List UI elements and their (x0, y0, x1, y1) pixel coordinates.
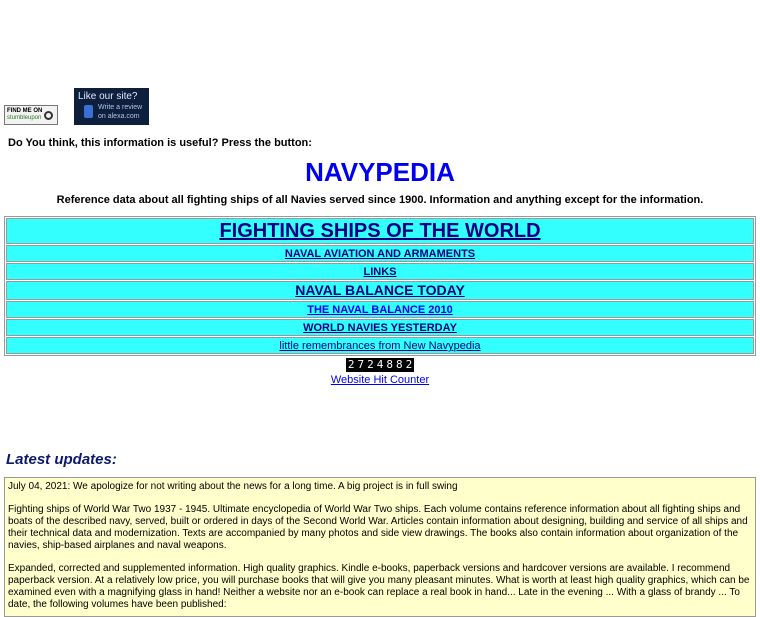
counter-digit: 2 (405, 358, 413, 371)
counter-digits (346, 358, 414, 372)
news-paragraph: Expanded, corrected and supplemented information. High quality graphics. Kindle e-books, paperback versions and hardcover versions are available. I recommend paperback version. At a relatively low price, you will purchase books that will give you many pleasant minutes. What is worth at least high quality graphics, which can be examined even with a magnifying glass in hand! Neither a website nor an e-book can replace a real book in hand... Late in the evening ... With a glass of brandy ... To date, the following volumes have been published: (8, 563, 750, 610)
menu-link-links[interactable]: LINKS (363, 266, 397, 278)
alexa-logo-icon (84, 105, 93, 118)
menu-link-balance-2010[interactable]: THE NAVAL BALANCE 2010 (307, 304, 453, 316)
stumbleupon-badge[interactable] (4, 105, 58, 125)
hit-counter (0, 355, 760, 386)
counter-digit: 2 (367, 358, 374, 371)
alexa-review-text: Write a review on alexa.com (98, 104, 143, 120)
badges (4, 88, 149, 125)
menu-link-fighting-ships[interactable]: FIGHTING SHIPS OF THE WORLD (219, 220, 541, 242)
latest-updates-heading: Latest updates: (6, 451, 117, 468)
stumble-line2: stumbleupon (7, 115, 42, 121)
counter-digit: 2 (347, 358, 355, 371)
site-title: NAVYPEDIA (305, 157, 455, 187)
news-box (4, 477, 756, 617)
menu-link-navies-yesterday[interactable]: WORLD NAVIES YESTERDAY (303, 322, 457, 334)
menu-link-remembrances[interactable]: little remembrances from New Navypedia (279, 340, 481, 352)
counter-digit: 8 (395, 358, 403, 371)
counter-digit: 8 (386, 358, 393, 371)
useful-question: Do You think, this information is useful? Press the button: (8, 137, 312, 149)
site-tagline: Reference data about all fighting ships of all Navies served since 1900. Information and anything except for the information. (56, 194, 704, 206)
counter-digit: 4 (376, 358, 384, 371)
menu-link-balance-today[interactable]: NAVAL BALANCE TODAY (295, 282, 465, 298)
magnifier-icon (44, 111, 53, 120)
alexa-review-badge[interactable] (74, 88, 149, 125)
main-menu (4, 216, 756, 356)
news-paragraph: July 04, 2021: We apologize for not writing about the news for a long time. A big project is in full swing (8, 481, 458, 492)
alexa-title: Like our site? (78, 91, 138, 102)
news-paragraph: Fighting ships of World War Two 1937 - 1945. Ultimate encyclopedia of World War Two ships. Each volume contains reference information about all fighting ships and boats of the described navy, served, built or ordered in days of the Second World War. Articles contain information about designing, building and service of all ships and their technical data and modernization. Texts are accompanied by many photos and side view drawings. The books also contain information about organization of the navies, ship-based airplanes and naval weapons. (8, 504, 748, 551)
menu-link-aviation[interactable]: NAVAL AVIATION AND ARMAMENTS (284, 248, 476, 260)
counter-digit: 7 (357, 358, 365, 371)
hit-counter-link[interactable]: Website Hit Counter (330, 374, 430, 386)
stumble-line1: FIND ME ON (7, 108, 43, 114)
